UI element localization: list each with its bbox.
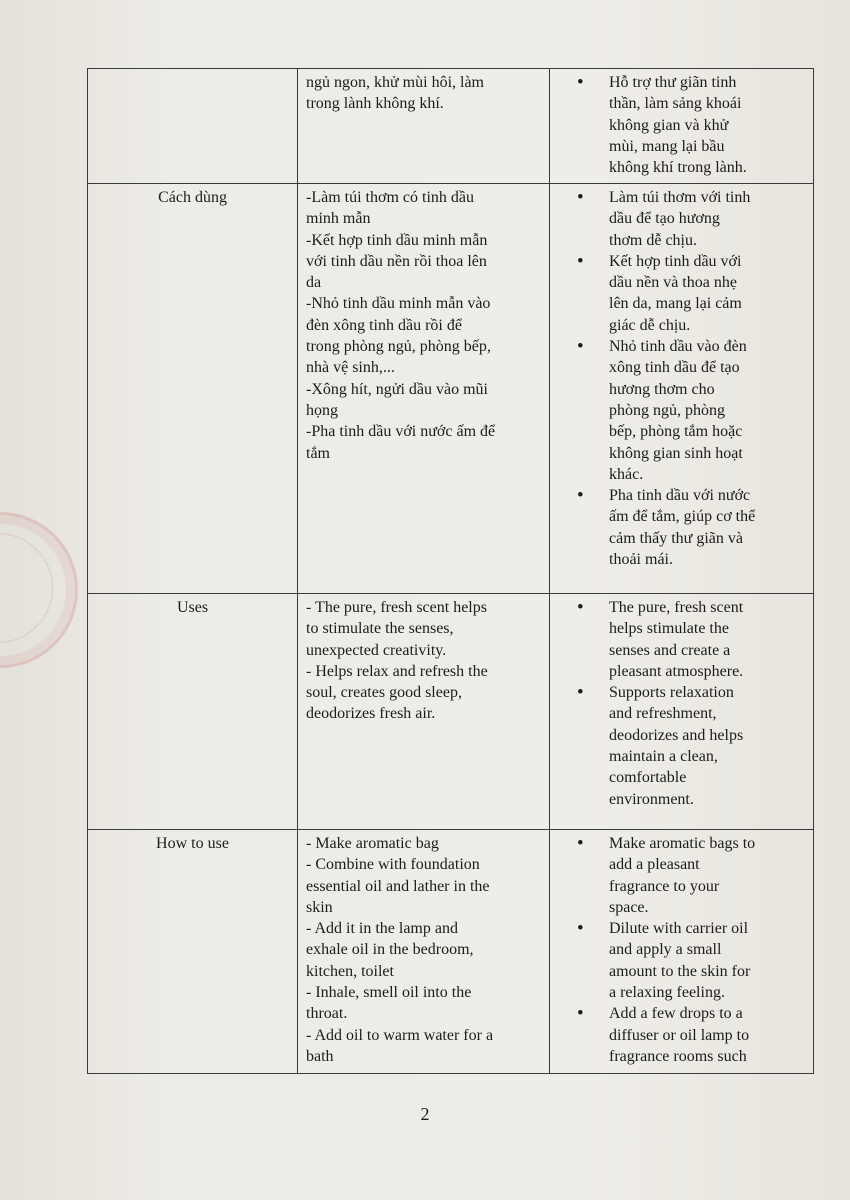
text-line: environment. — [609, 790, 694, 808]
text-line: kitchen, toilet — [306, 962, 394, 980]
bullet-list — [563, 72, 807, 178]
text-line: pleasant atmosphere. — [609, 662, 744, 680]
text-line: -Xông hít, ngửi dầu vào mũi — [306, 380, 488, 398]
row-label-cell — [88, 830, 298, 1074]
row-label-cell — [88, 594, 298, 830]
bullet-list — [563, 187, 807, 570]
text-line: amount to the skin for — [609, 962, 751, 980]
text-line: dầu nền và thoa nhẹ — [609, 274, 737, 292]
table-row — [88, 830, 814, 1074]
text-line: trong lành không khí. — [306, 95, 444, 113]
original-text-cell — [298, 594, 550, 830]
revised-text-cell — [550, 594, 814, 830]
text-line: trong phòng ngủ, phòng bếp, — [306, 338, 491, 356]
text-line: maintain a clean, — [609, 748, 718, 766]
revised-text-cell — [550, 69, 814, 184]
text-line: throat. — [306, 1005, 348, 1023]
original-text-cell — [298, 184, 550, 594]
bullet-list — [563, 833, 807, 1067]
bullet-item — [563, 485, 807, 570]
text-line: diffuser or oil lamp to — [609, 1026, 750, 1044]
text-line: add a pleasant — [609, 856, 700, 874]
text-line: không gian và khử — [609, 116, 729, 134]
text-line: giác dễ chịu. — [609, 316, 691, 334]
bullet-item — [563, 1003, 807, 1067]
text-line: -Làm túi thơm có tinh dầu — [306, 189, 474, 206]
text-line: tắm — [306, 444, 330, 462]
bullet-item — [563, 251, 807, 336]
text-line: - Helps relax and refresh the — [306, 662, 488, 680]
text-line: với tinh dầu nền rồi thoa lên — [306, 252, 487, 270]
text-line: unexpected creativity. — [306, 641, 447, 659]
text-line: senses and create a — [609, 641, 731, 659]
text-line: and refreshment, — [609, 705, 717, 723]
text-line: deodorizes fresh air. — [306, 705, 436, 723]
text-line: a relaxing feeling. — [609, 984, 725, 1002]
text-line: nhà vệ sinh,... — [306, 359, 395, 377]
text-line: ngủ ngon, khử mùi hôi, làm — [306, 74, 484, 91]
original-text-cell — [298, 830, 550, 1074]
text-line: - Add it in the lamp and — [306, 920, 458, 938]
text-line: soul, creates good sleep, — [306, 684, 462, 702]
text-line: -Nhỏ tinh dầu minh mẫn vào — [306, 295, 491, 313]
row-label: Cách dùng — [158, 189, 227, 206]
text-line: and apply a small — [609, 941, 722, 959]
bullet-item — [563, 336, 807, 485]
text-line: • Make aromatic bags to — [609, 835, 756, 852]
text-line: hương thơm cho — [609, 380, 715, 398]
bullet-list — [563, 597, 807, 810]
text-line: - Add oil to warm water for a — [306, 1026, 494, 1044]
table-body — [88, 69, 814, 1074]
row-label-cell — [88, 184, 298, 594]
text-line: to stimulate the senses, — [306, 620, 454, 638]
revised-text-cell — [550, 184, 814, 594]
text-line: khác. — [609, 465, 644, 483]
text-line: da — [306, 274, 322, 292]
red-seal-stamp — [0, 512, 78, 668]
text-line: bếp, phòng tắm hoặc — [609, 423, 743, 441]
text-line: • Pha tinh dầu với nước — [609, 487, 751, 505]
revised-text-cell — [550, 830, 814, 1074]
text-line: - Inhale, smell oil into the — [306, 984, 472, 1002]
text-line: • Nhỏ tinh dầu vào đèn — [609, 338, 747, 356]
row-label: Uses — [176, 599, 209, 616]
text-line: cảm thấy thư giãn và — [609, 529, 743, 547]
text-line: phòng ngủ, phòng — [609, 401, 725, 419]
text-line: deodorizes and helps — [609, 726, 744, 744]
text-line: • Làm túi thơm với tinh — [609, 189, 751, 206]
bullet-item — [563, 187, 807, 251]
row-label: How to use — [156, 835, 229, 852]
text-line: đèn xông tinh dầu rồi để — [306, 316, 462, 334]
text-line: • Kết hợp tinh dầu với — [609, 252, 742, 270]
text-line: không gian sinh hoạt — [609, 444, 743, 462]
bullet-item — [563, 72, 807, 178]
text-line: xông tinh dầu để tạo — [609, 359, 740, 377]
text-line: exhale oil in the bedroom, — [306, 941, 474, 959]
bullet-item — [563, 682, 807, 810]
text-line: -Pha tinh dầu với nước ấm để — [306, 423, 496, 441]
text-line: • Hỗ trợ thư giãn tinh — [609, 74, 737, 91]
text-line: essential oil and lather in the — [306, 877, 490, 895]
text-line: bath — [306, 1047, 334, 1065]
bullet-item — [563, 597, 807, 682]
text-line: comfortable — [609, 769, 687, 787]
text-line: helps stimulate the — [609, 620, 729, 638]
text-line: fragrance to your — [609, 877, 720, 895]
text-line: skin — [306, 898, 333, 916]
bullet-item — [563, 833, 807, 918]
original-text-cell — [298, 69, 550, 184]
text-line: - Make aromatic bag — [306, 835, 439, 852]
text-line: thần, làm sảng khoái — [609, 95, 742, 113]
text-line: - The pure, fresh scent helps — [306, 599, 487, 616]
bullet-item — [563, 918, 807, 1003]
text-line: ấm để tắm, giúp cơ thể — [609, 508, 756, 526]
page-number: 2 — [420, 1104, 430, 1124]
table-row — [88, 594, 814, 830]
text-line: • The pure, fresh scent — [609, 599, 744, 616]
text-line: space. — [609, 898, 649, 916]
row-label-cell — [88, 69, 298, 184]
text-line: thơm dễ chịu. — [609, 231, 697, 249]
text-line: - Combine with foundation — [306, 856, 480, 874]
text-line: -Kết hợp tinh dầu minh mẫn — [306, 231, 488, 249]
text-line: dầu để tạo hương — [609, 210, 720, 228]
text-line: thoải mái. — [609, 551, 673, 569]
table-row — [88, 184, 814, 594]
text-line: lên da, mang lại cảm — [609, 295, 742, 313]
text-line: họng — [306, 401, 338, 419]
text-line: • Add a few drops to a — [609, 1005, 743, 1023]
text-line: fragrance rooms such — [609, 1047, 747, 1065]
table-row — [88, 69, 814, 184]
text-line: • Dilute with carrier oil — [609, 920, 749, 938]
product-info-table — [87, 68, 814, 1074]
text-line: minh mẫn — [306, 210, 371, 228]
text-line: không khí trong lành. — [609, 159, 747, 177]
text-line: mùi, mang lại bầu — [609, 137, 725, 155]
text-line: • Supports relaxation — [609, 684, 734, 702]
